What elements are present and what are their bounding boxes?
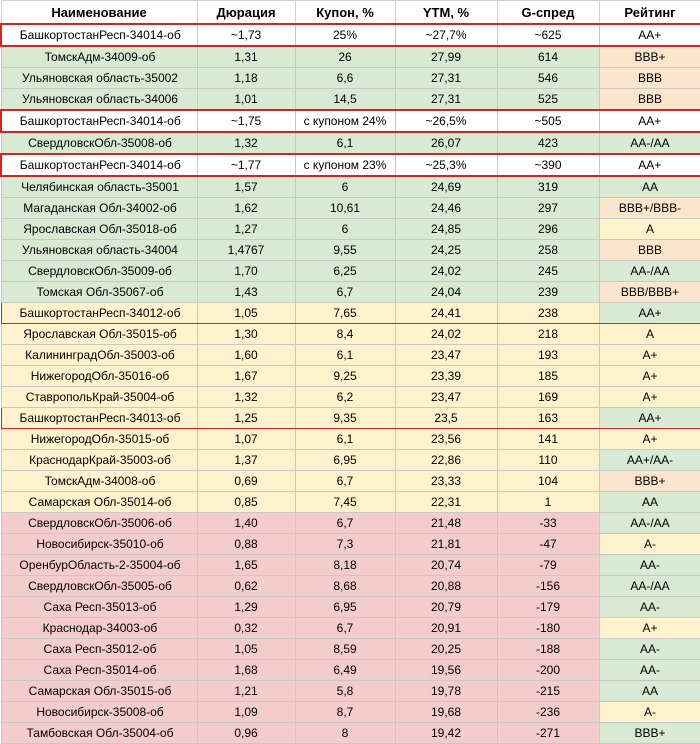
cell-rating: AA+ [599,303,700,324]
cell-name: Тамбовская Обл-35004-об [1,723,197,744]
cell-ytm: ~27,7% [395,24,497,46]
cell-ytm: 27,31 [395,89,497,111]
cell-coupon: 6,2 [295,387,395,408]
cell-coupon: 6,1 [295,345,395,366]
cell-name: КраснодарКрай-35003-об [1,450,197,471]
cell-name: Ульяновская область-34006 [1,89,197,111]
cell-rating: AA-/AA [599,261,700,282]
cell-g-spread: 245 [497,261,599,282]
cell-duration: 0,32 [197,618,295,639]
table-row [1,534,700,555]
table-row [1,387,700,408]
cell-rating: AA+ [599,154,700,176]
table-row [1,46,700,68]
cell-coupon: 6,1 [295,132,395,154]
cell-rating: BBB+ [599,723,700,744]
cell-duration: 0,85 [197,492,295,513]
cell-g-spread: 110 [497,450,599,471]
cell-rating: BBB+/BBB- [599,198,700,219]
cell-ytm: ~25,3% [395,154,497,176]
cell-ytm: 24,46 [395,198,497,219]
cell-g-spread: -236 [497,702,599,723]
cell-rating: AA+ [599,408,700,429]
cell-ytm: 21,81 [395,534,497,555]
cell-g-spread: -200 [497,660,599,681]
cell-ytm: 24,25 [395,240,497,261]
cell-g-spread: -179 [497,597,599,618]
cell-name: Томская Обл-35067-об [1,282,197,303]
cell-ytm: 23,47 [395,387,497,408]
cell-rating: A+ [599,387,700,408]
cell-duration: 1,32 [197,387,295,408]
cell-g-spread: -79 [497,555,599,576]
cell-g-spread: 614 [497,46,599,68]
cell-ytm: 21,48 [395,513,497,534]
cell-coupon: 6,7 [295,513,395,534]
cell-duration: 1,37 [197,450,295,471]
cell-rating: AA- [599,597,700,618]
cell-rating: AA-/AA [599,513,700,534]
cell-duration: 1,67 [197,366,295,387]
cell-g-spread: 185 [497,366,599,387]
cell-ytm: 23,47 [395,345,497,366]
table-row [1,89,700,111]
cell-duration: 1,70 [197,261,295,282]
cell-name: БашкортостанРесп-34012-об [1,303,197,324]
table-row [1,492,700,513]
cell-ytm: 23,5 [395,408,497,429]
cell-name: Магаданская Обл-34002-об [1,198,197,219]
cell-g-spread: ~505 [497,110,599,132]
cell-name: Саха Респ-35012-об [1,639,197,660]
header-rating: Рейтинг [599,1,700,25]
cell-rating: A- [599,702,700,723]
table-row [1,471,700,492]
cell-coupon: 9,25 [295,366,395,387]
table-row [1,450,700,471]
table-row [1,345,700,366]
cell-g-spread: ~390 [497,154,599,176]
cell-g-spread: ~625 [497,24,599,46]
cell-coupon: 7,45 [295,492,395,513]
table-row [1,24,700,46]
table-row [1,366,700,387]
header-g-spread: G-спред [497,1,599,25]
header-row [1,1,700,25]
cell-ytm: 23,33 [395,471,497,492]
cell-duration: 1,25 [197,408,295,429]
cell-coupon: 8,59 [295,639,395,660]
cell-coupon: 8,7 [295,702,395,723]
cell-name: Самарская Обл-35015-об [1,681,197,702]
cell-duration: 1,32 [197,132,295,154]
cell-coupon: 6,6 [295,68,395,89]
table-row [1,618,700,639]
cell-g-spread: 193 [497,345,599,366]
cell-ytm: 24,04 [395,282,497,303]
cell-ytm: 23,56 [395,429,497,450]
cell-g-spread: -188 [497,639,599,660]
cell-ytm: 20,91 [395,618,497,639]
cell-coupon: 6,25 [295,261,395,282]
table-row [1,198,700,219]
cell-g-spread: -156 [497,576,599,597]
cell-coupon: 6,7 [295,618,395,639]
cell-duration: 1,05 [197,303,295,324]
cell-rating: BBB/BBB+ [599,282,700,303]
cell-name: Самарская Обл-35014-об [1,492,197,513]
cell-rating: A+ [599,618,700,639]
cell-coupon: 7,65 [295,303,395,324]
cell-ytm: 24,02 [395,261,497,282]
cell-duration: 1,07 [197,429,295,450]
cell-ytm: 20,88 [395,576,497,597]
cell-duration: 1,01 [197,89,295,111]
cell-duration: 0,88 [197,534,295,555]
cell-name: Новосибирск-35010-об [1,534,197,555]
cell-coupon: 26 [295,46,395,68]
table-row [1,154,700,176]
cell-coupon: 6,1 [295,429,395,450]
cell-ytm: 20,74 [395,555,497,576]
cell-g-spread: 141 [497,429,599,450]
cell-g-spread: -271 [497,723,599,744]
cell-rating: BBB [599,68,700,89]
cell-rating: AA- [599,639,700,660]
table-row [1,110,700,132]
cell-name: Челябинская область-35001 [1,176,197,198]
cell-duration: ~1,73 [197,24,295,46]
cell-duration: 0,62 [197,576,295,597]
header-ytm: YTM, % [395,1,497,25]
cell-ytm: 19,56 [395,660,497,681]
cell-duration: 1,09 [197,702,295,723]
cell-duration: 1,43 [197,282,295,303]
cell-duration: ~1,77 [197,154,295,176]
table-row [1,324,700,345]
cell-rating: A [599,324,700,345]
cell-coupon: 9,35 [295,408,395,429]
table-row [1,429,700,450]
cell-coupon: с купоном 23% [295,154,395,176]
cell-name: Ульяновская область-35002 [1,68,197,89]
cell-ytm: 19,42 [395,723,497,744]
cell-rating: BBB+ [599,471,700,492]
cell-coupon: 7,3 [295,534,395,555]
cell-rating: AA-/AA [599,132,700,154]
cell-ytm: 23,39 [395,366,497,387]
table-row [1,282,700,303]
cell-name: СвердловскОбл-35006-об [1,513,197,534]
table-row [1,132,700,154]
cell-coupon: 5,8 [295,681,395,702]
cell-rating: AA+ [599,24,700,46]
cell-coupon: 8,4 [295,324,395,345]
cell-g-spread: 423 [497,132,599,154]
cell-ytm: 19,78 [395,681,497,702]
cell-rating: A- [599,534,700,555]
table-row [1,176,700,198]
table-row [1,68,700,89]
cell-name: БашкортостанРесп-34014-об [1,154,197,176]
cell-g-spread: -180 [497,618,599,639]
cell-rating: AA [599,492,700,513]
cell-coupon: 25% [295,24,395,46]
cell-name: ТомскАдм-34009-об [1,46,197,68]
cell-duration: 1,4767 [197,240,295,261]
cell-duration: 1,21 [197,681,295,702]
cell-name: Краснодар-34003-об [1,618,197,639]
cell-name: КалининградОбл-35003-об [1,345,197,366]
cell-g-spread: 169 [497,387,599,408]
cell-g-spread: 296 [497,219,599,240]
cell-rating: AA+/AA- [599,450,700,471]
table-row [1,555,700,576]
cell-ytm: 22,86 [395,450,497,471]
cell-rating: AA+ [599,110,700,132]
cell-rating: A+ [599,429,700,450]
cell-g-spread: 163 [497,408,599,429]
cell-coupon: 9,55 [295,240,395,261]
cell-duration: 1,31 [197,46,295,68]
cell-name: БашкортостанРесп-34014-об [1,24,197,46]
cell-ytm: 26,07 [395,132,497,154]
table-row [1,219,700,240]
table-row [1,303,700,324]
cell-rating: AA- [599,555,700,576]
cell-g-spread: -33 [497,513,599,534]
cell-g-spread: -215 [497,681,599,702]
cell-g-spread: 525 [497,89,599,111]
cell-coupon: 6,95 [295,450,395,471]
cell-ytm: 27,99 [395,46,497,68]
cell-ytm: 22,31 [395,492,497,513]
cell-name: Саха Респ-35013-об [1,597,197,618]
cell-coupon: 6 [295,176,395,198]
table-row [1,681,700,702]
cell-coupon: 6,7 [295,282,395,303]
table-row [1,702,700,723]
table-row [1,513,700,534]
cell-g-spread: 297 [497,198,599,219]
cell-name: СвердловскОбл-35009-об [1,261,197,282]
cell-name: Новосибирск-35008-об [1,702,197,723]
cell-duration: 1,60 [197,345,295,366]
cell-rating: A+ [599,345,700,366]
cell-ytm: 20,25 [395,639,497,660]
cell-coupon: 6 [295,219,395,240]
header-name: Наименование [1,1,197,25]
cell-name: СвердловскОбл-35008-об [1,132,197,154]
cell-duration: 1,27 [197,219,295,240]
cell-ytm: ~26,5% [395,110,497,132]
cell-name: Ярославская Обл-35018-об [1,219,197,240]
cell-ytm: 27,31 [395,68,497,89]
cell-coupon: 6,49 [295,660,395,681]
table-row [1,576,700,597]
cell-ytm: 24,02 [395,324,497,345]
cell-name: Ульяновская область-34004 [1,240,197,261]
cell-g-spread: 546 [497,68,599,89]
cell-name: СвердловскОбл-35005-об [1,576,197,597]
cell-rating: A [599,219,700,240]
cell-duration: 1,30 [197,324,295,345]
table-row [1,660,700,681]
cell-coupon: 10,61 [295,198,395,219]
cell-name: НижегородОбл-35016-об [1,366,197,387]
cell-duration: 1,05 [197,639,295,660]
cell-rating: AA [599,681,700,702]
cell-rating: A+ [599,366,700,387]
cell-g-spread: -47 [497,534,599,555]
cell-rating: BBB+ [599,46,700,68]
cell-name: ТомскАдм-34008-об [1,471,197,492]
cell-rating: AA-/AA [599,576,700,597]
cell-rating: BBB [599,89,700,111]
cell-rating: AA [599,176,700,198]
cell-name: ОренбурОбласть-2-35004-об [1,555,197,576]
table-row [1,597,700,618]
cell-name: Саха Респ-35014-об [1,660,197,681]
cell-duration: 1,29 [197,597,295,618]
table-body [1,24,700,744]
cell-duration: 1,62 [197,198,295,219]
cell-ytm: 20,79 [395,597,497,618]
cell-coupon: 8,68 [295,576,395,597]
cell-g-spread: 104 [497,471,599,492]
cell-g-spread: 258 [497,240,599,261]
cell-name: БашкортостанРесп-34014-об [1,110,197,132]
cell-duration: 1,68 [197,660,295,681]
header-coupon: Купон, % [295,1,395,25]
cell-ytm: 19,68 [395,702,497,723]
table-row [1,408,700,429]
cell-ytm: 24,85 [395,219,497,240]
cell-rating: AA- [599,660,700,681]
cell-coupon: 8,18 [295,555,395,576]
cell-duration: 1,18 [197,68,295,89]
table-row [1,261,700,282]
cell-coupon: 14,5 [295,89,395,111]
cell-coupon: 8 [295,723,395,744]
cell-duration: 0,96 [197,723,295,744]
cell-name: БашкортостанРесп-34013-об [1,408,197,429]
cell-name: СтавропольКрай-35004-об [1,387,197,408]
cell-ytm: 24,69 [395,176,497,198]
cell-g-spread: 239 [497,282,599,303]
header-duration: Дюрация [197,1,295,25]
cell-coupon: 6,7 [295,471,395,492]
cell-duration: 0,69 [197,471,295,492]
cell-rating: BBB [599,240,700,261]
table-row [1,639,700,660]
cell-ytm: 24,41 [395,303,497,324]
cell-duration: ~1,75 [197,110,295,132]
cell-g-spread: 218 [497,324,599,345]
cell-g-spread: 1 [497,492,599,513]
cell-duration: 1,65 [197,555,295,576]
table-row [1,240,700,261]
cell-g-spread: 238 [497,303,599,324]
cell-duration: 1,40 [197,513,295,534]
cell-coupon: с купоном 24% [295,110,395,132]
cell-duration: 1,57 [197,176,295,198]
cell-coupon: 6,95 [295,597,395,618]
cell-name: НижегородОбл-35015-об [1,429,197,450]
cell-name: Ярославская Обл-35015-об [1,324,197,345]
cell-g-spread: 319 [497,176,599,198]
